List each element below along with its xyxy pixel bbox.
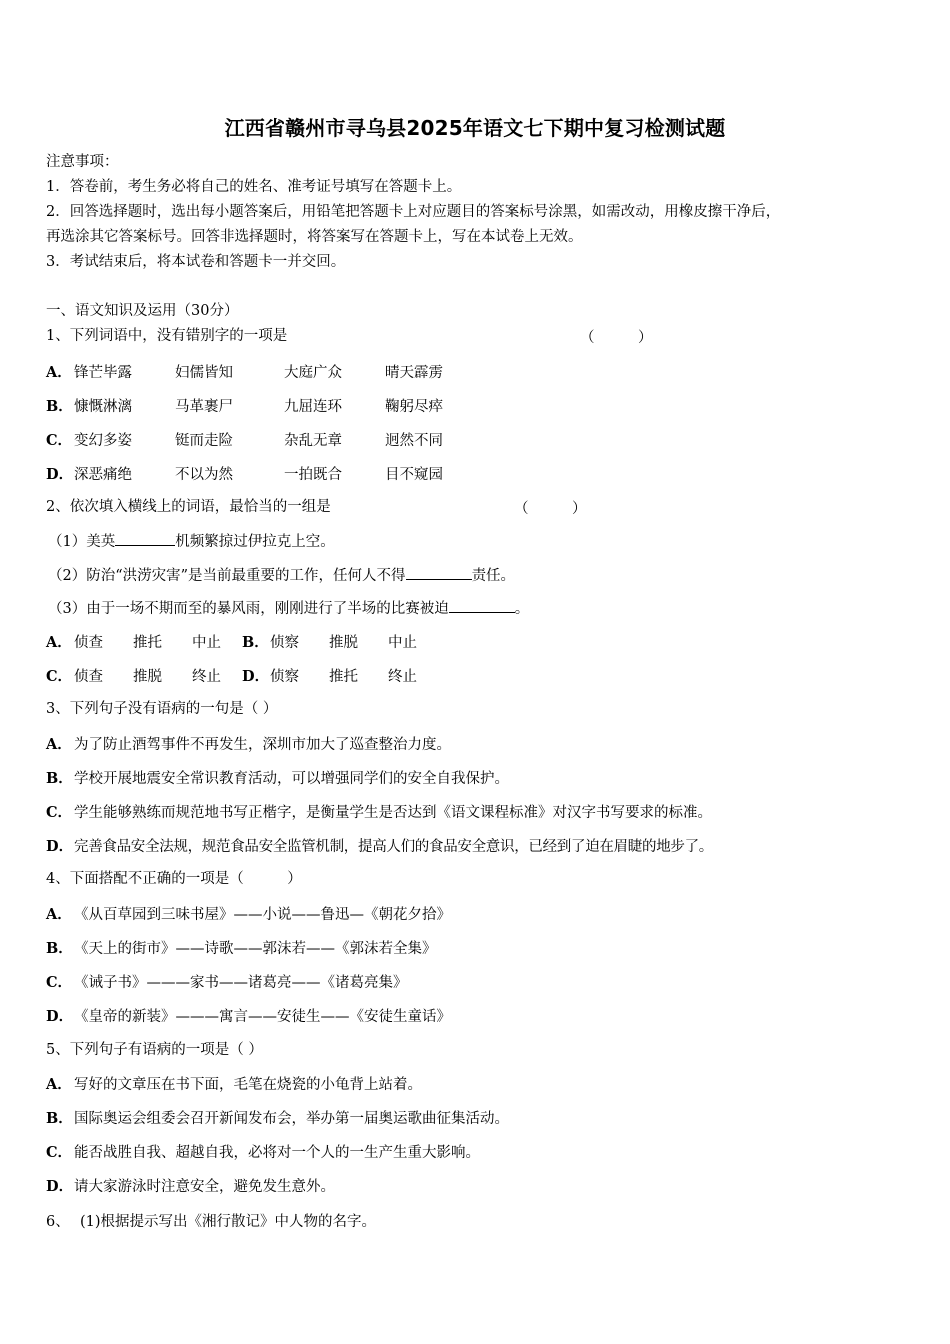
option-word: 妇儒皆知 <box>175 365 233 381</box>
option-text: 《诫子书》———家书——诸葛亮——《诸葛亮集》 <box>74 975 408 991</box>
option-word: 不以为然 <box>175 467 233 483</box>
answer-paren: （ ） <box>580 330 653 346</box>
option-text: 《天上的街市》——诗歌——郭沫若——《郭沫若全集》 <box>74 941 437 957</box>
option-text: 《从百草园到三味书屋》——小说——鲁迅—《朝花夕拾》 <box>74 907 451 923</box>
notice-item: 2．回答选择题时，选出每小题答案后，用铅笔把答题卡上对应题目的答案标号涂黑，如需改动，用橡皮擦干净后， <box>46 204 781 220</box>
option-word: 中止 <box>192 635 221 651</box>
option-word: 深恶痛绝 <box>74 467 132 483</box>
question-3-stem: 3、下列句子没有语病的一句是（ ） <box>46 701 278 717</box>
question-2-sentence-1 <box>48 531 335 552</box>
option-word: 侦查 <box>74 635 103 651</box>
option-word: 大庭广众 <box>284 365 342 381</box>
option-label: D． <box>46 1008 74 1025</box>
option-label: D． <box>46 466 74 483</box>
question-2-sentence-2 <box>48 565 515 586</box>
option-text: 国际奥运会组委会召开新闻发布会，举办第一届奥运歌曲征集活动。 <box>74 1111 509 1127</box>
question-2-sentence-3 <box>48 598 529 619</box>
fill-blank <box>406 565 472 580</box>
option-word: 侦查 <box>74 669 103 685</box>
option-word: 目不窥园 <box>385 467 443 483</box>
option-word: 鞠躬尽瘁 <box>385 399 443 415</box>
option-label: B． <box>242 634 269 651</box>
option-word: 一拍既合 <box>284 467 342 483</box>
question-text: (1)根据提示写出《湘行散记》中人物的名字。 <box>80 1214 377 1230</box>
option-word: 迥然不同 <box>385 433 443 449</box>
option-label: A． <box>46 906 72 923</box>
option-label: B． <box>46 1110 73 1127</box>
option-text: 完善食品安全法规，规范食品安全监管机制，提高人们的食品安全意识，已经到了迫在眉睫的地步了。 <box>74 839 713 855</box>
option-word: 推托 <box>329 669 358 685</box>
option-label: B． <box>46 940 73 957</box>
option-label: C． <box>46 668 73 685</box>
option-label: A． <box>46 364 72 381</box>
question-number: 6、 <box>46 1214 70 1230</box>
option-word: 推脱 <box>329 635 358 651</box>
sentence-text: 机频繁掠过伊拉克上空。 <box>175 534 335 550</box>
option-label: C． <box>46 804 73 821</box>
notice-item: 1．答卷前，考生务必将自己的姓名、准考证号填写在答题卡上。 <box>46 179 462 195</box>
option-label: B． <box>46 770 73 787</box>
option-word: 铤而走险 <box>175 433 233 449</box>
sentence-text: 责任。 <box>471 568 516 584</box>
option-label: A． <box>46 1076 72 1093</box>
question-2-stem: 2、依次填入横线上的词语，最恰当的一组是 <box>46 499 331 515</box>
option-label: A． <box>46 736 72 753</box>
option-word: 慷慨淋漓 <box>74 399 132 415</box>
option-word: 侦察 <box>270 635 299 651</box>
option-text: 能否战胜自我、超越自我，必将对一个人的一生产生重大影响。 <box>74 1145 480 1161</box>
option-label: C． <box>46 432 73 449</box>
option-word: 马革裹尸 <box>175 399 233 415</box>
option-word: 终止 <box>388 669 417 685</box>
option-text: 《皇帝的新装》———寓言——安徒生——《安徒生童话》 <box>74 1009 451 1025</box>
option-word: 侦察 <box>270 669 299 685</box>
option-word: 终止 <box>192 669 221 685</box>
page-title: 江西省赣州市寻乌县2025年语文七下期中复习检测试题 <box>224 116 726 140</box>
option-text: 请大家游泳时注意安全，避免发生意外。 <box>74 1179 335 1195</box>
notice-item: 3．考试结束后，将本试卷和答题卡一并交回。 <box>46 254 346 270</box>
option-word: 推脱 <box>133 669 162 685</box>
fill-blank <box>449 598 515 613</box>
option-word: 推托 <box>133 635 162 651</box>
option-label: B． <box>46 398 73 415</box>
option-label: D． <box>46 838 74 855</box>
option-label: D． <box>46 1178 74 1195</box>
notice-item: 再选涂其它答案标号。回答非选择题时，将答案写在答题卡上，写在本试卷上无效。 <box>46 229 583 245</box>
option-word: 杂乱无章 <box>284 433 342 449</box>
sentence-text: （3）由于一场不期而至的暴风雨，刚刚进行了半场的比赛被迫 <box>48 601 449 617</box>
option-label: A． <box>46 634 72 651</box>
option-word: 变幻多姿 <box>74 433 132 449</box>
option-label: C． <box>46 1144 73 1161</box>
option-word: 晴天霹雳 <box>385 365 443 381</box>
question-5-stem: 5、下列句子有语病的一项是（ ） <box>46 1042 263 1058</box>
fill-blank <box>115 531 175 546</box>
option-label: D． <box>242 668 270 685</box>
notice-heading: 注意事项： <box>46 154 119 170</box>
option-text: 为了防止酒驾事件不再发生，深圳市加大了巡查整治力度。 <box>74 737 451 753</box>
sentence-text: 。 <box>514 601 530 617</box>
option-word: 锋芒毕露 <box>74 365 132 381</box>
sentence-text: （2）防治“洪涝灾害”是当前最重要的工作，任何人不得 <box>48 568 406 584</box>
section-heading: 一、语文知识及运用（30分） <box>46 303 239 319</box>
question-1-stem: 1、下列词语中，没有错别字的一项是 <box>46 328 288 344</box>
option-word: 中止 <box>388 635 417 651</box>
sentence-text: （1）美英 <box>48 534 116 550</box>
answer-paren: （ ） <box>514 501 587 517</box>
option-label: C． <box>46 974 73 991</box>
option-text: 学校开展地震安全常识教育活动，可以增强同学们的安全自我保护。 <box>74 771 509 787</box>
option-text: 学生能够熟练而规范地书写正楷字，是衡量学生是否达到《语文课程标准》对汉字书写要求的标准。 <box>74 805 712 821</box>
option-word: 九屈连环 <box>284 399 342 415</box>
question-4-stem: 4、下面搭配不正确的一项是（ ） <box>46 871 302 887</box>
option-text: 写好的文章压在书下面，毛笔在烧瓷的小龟背上站着。 <box>74 1077 422 1093</box>
